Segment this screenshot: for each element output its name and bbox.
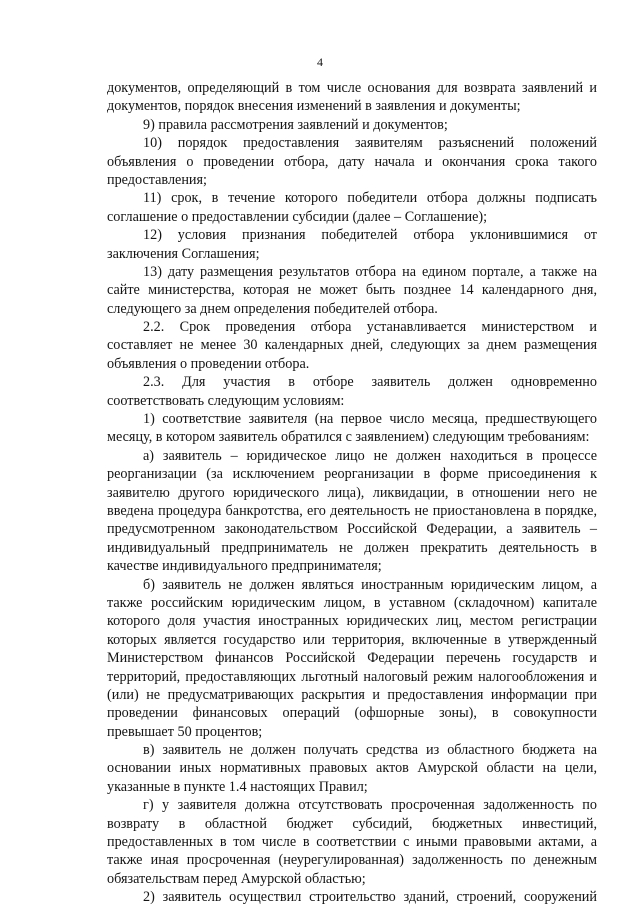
text-line: документов, порядок внесения изменений в заявления и документы; (107, 98, 521, 115)
text-line: соглашение о предоставлении субсидии (далее – Соглашение); (107, 208, 488, 225)
text-line: 2.2. Срок проведения отбора устанавливается министерством и (143, 319, 597, 336)
text-line: качестве индивидуального предпринимателя; (107, 558, 382, 575)
text-line: сайте министерства, которая не может быть позднее 14 календарного дня, (107, 282, 597, 299)
text-line: предоставления; (107, 171, 207, 188)
text-line: которого доля участия иностранных юридических лиц, местом регистрации (107, 613, 597, 630)
text-line: превышает 50 процентов; (107, 723, 263, 740)
text-line: 12) условия признания победителей отбора уклонившимися от (143, 227, 597, 244)
text-line: 1) соответствие заявителя (на первое число месяца, предшествующего (143, 411, 597, 428)
text-line: реорганизации (за исключением реорганизации в форме присоединения к (107, 466, 597, 483)
text-line: возврату в областной бюджет субсидий, бюджетных инвестиций, (107, 815, 597, 832)
text-line: объявления о проведении отбора, дату начала и окончания срока такого (107, 153, 597, 170)
text-line: 2) заявитель осуществил строительство зданий, строений, сооружений (143, 889, 597, 906)
text-line: введена процедура банкротства, его деятельность не приостановлена в порядке, (107, 502, 597, 519)
text-line: заключения Соглашения; (107, 245, 260, 262)
text-line: 11) срок, в течение которого победители отбора должны подписать (143, 190, 597, 207)
text-line: соответствовать следующим условиям: (107, 392, 345, 409)
text-line: 2.3. Для участия в отборе заявитель должен одновременно (143, 374, 597, 391)
text-line: территорий, предоставляющих льготный налоговый режим налогообложения и (107, 668, 597, 685)
text-line: обязательствам перед Амурской областью; (107, 870, 366, 887)
text-line: а) заявитель – юридическое лицо не должен находиться в процессе (143, 447, 597, 464)
document-body (107, 79, 597, 907)
text-line: 10) порядок предоставления заявителям разъяснений положений (143, 135, 597, 152)
text-line: указанные в пункте 1.4 настоящих Правил; (107, 778, 368, 795)
text-line: составляет не менее 30 календарных дней, следующих за днем размещения (107, 337, 597, 354)
text-line: предусмотренном законодательством Российской Федерации, а заявитель – (107, 521, 597, 538)
text-line: месяцу, в котором заявитель обратился с заявлением) следующим требованиям: (107, 429, 590, 446)
text-line: 9) правила рассмотрения заявлений и документов; (143, 116, 448, 133)
text-line: заявителю другого юридического лица), ликвидации, в отношении него не (107, 484, 597, 501)
text-line: проведении финансовых операций (офшорные зоны), в совокупности (107, 705, 597, 722)
text-line: которых является государство или территория, включенные в утвержденный (107, 631, 597, 648)
text-line: (или) не предусматривающих раскрытия и предоставления информации при (107, 686, 597, 703)
text-line: следующего за днем определения победителей отбора. (107, 300, 438, 317)
text-line: индивидуальный предприниматель не должен прекратить деятельность в (107, 539, 597, 556)
text-line: также иная просроченная (неурегулированная) задолженность по денежным (107, 852, 597, 869)
text-line: объявления о проведении отбора. (107, 355, 310, 372)
text-line: предоставленных в том числе в соответствии с иными правовыми актами, а (107, 834, 597, 851)
text-line: в) заявитель не должен получать средства из областного бюджета на (143, 742, 597, 759)
text-line: 13) дату размещения результатов отбора на едином портале, а также на (143, 263, 597, 280)
text-line: документов, определяющий в том числе основания для возврата заявлений и (107, 80, 597, 96)
text-line: также российским юридическим лицом, в уставном (складочном) капитале (107, 594, 597, 611)
text-line: б) заявитель не должен являться иностранным юридическим лицом, а (143, 576, 597, 593)
text-line: Министерством финансов Российской Федерации перечень государств и (107, 650, 597, 667)
text-line: г) у заявителя должна отсутствовать просроченная задолженность по (143, 797, 597, 814)
page-number: 4 (317, 55, 323, 69)
text-line: основании иных нормативных правовых актов Амурской области на цели, (107, 760, 597, 777)
